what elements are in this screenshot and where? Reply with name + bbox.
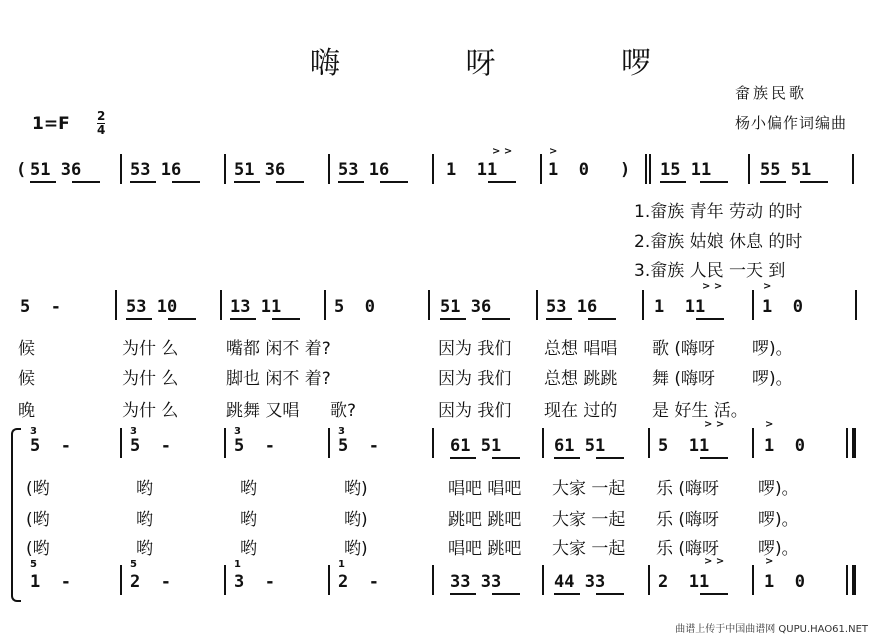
beam (488, 181, 516, 183)
lyric: 哟 (136, 539, 153, 559)
barline (542, 565, 544, 595)
accent-mark: > > (704, 556, 725, 567)
melody-measure: 13 11 (230, 297, 282, 317)
intro-measure: 53 16 (338, 160, 390, 180)
lyric: (哟 (26, 539, 50, 559)
barline (120, 565, 122, 595)
harmony-measure: 2 11 (658, 572, 710, 592)
harmony-measure: 2 - (130, 572, 171, 592)
barline (542, 428, 544, 458)
melody-measure: 51 36 (440, 297, 492, 317)
lyric: 因为 我们 (438, 369, 512, 389)
barline (642, 290, 644, 320)
barline (855, 290, 857, 320)
lyric: 总想 唱唱 (544, 339, 618, 359)
lyric: 啰)。 (758, 510, 799, 530)
accent-mark: > > (492, 146, 513, 157)
page-title: 嗨 呀 啰 (310, 46, 710, 81)
beam (72, 181, 100, 183)
beam (700, 457, 728, 459)
barline (536, 290, 538, 320)
barline (220, 290, 222, 320)
beam (234, 181, 260, 183)
lyric: 嘴都 闲不 着? (226, 339, 331, 359)
beam (546, 318, 572, 320)
melody-measure: 5 - (20, 297, 61, 317)
genre-credit: 畲族民歌 (735, 84, 808, 102)
grace-note: 3 (234, 426, 241, 437)
accent-mark: > > (704, 419, 725, 430)
barline (648, 565, 650, 595)
lyric: 跳吧 跳吧 (448, 510, 522, 530)
beam (30, 181, 56, 183)
beam (172, 181, 200, 183)
barline-double (649, 154, 651, 184)
lyric: 因为 我们 (438, 401, 512, 421)
intro-measure: 1 11 (446, 160, 498, 180)
beam (700, 181, 728, 183)
melody-measure: 5 - (30, 436, 71, 456)
barline (120, 428, 122, 458)
grace-note: 1 (338, 559, 345, 570)
beam (588, 318, 616, 320)
lyric: 歌 (嗨呀 (652, 339, 716, 359)
lyric: 大家 一起 (552, 510, 626, 530)
lyric: 晚 (18, 401, 35, 421)
harmony-measure: 33 33 (450, 572, 502, 592)
lyric: 哟) (344, 510, 368, 530)
beam (380, 181, 408, 183)
barline (852, 154, 854, 184)
lyric: 为什 么 (122, 369, 179, 389)
lyric: 哟 (240, 539, 257, 559)
barline (328, 565, 330, 595)
barline (432, 154, 434, 184)
harmony-measure: 2 - (338, 572, 379, 592)
verse-3-start: 3.畲族 人民 一天 到 (634, 261, 786, 281)
grace-note: 3 (338, 426, 345, 437)
lyric: 为什 么 (122, 401, 179, 421)
barline (328, 154, 330, 184)
accent-mark: > (765, 419, 774, 430)
lyric: 乐 (嗨呀 (656, 539, 720, 559)
intro-measure: 51 36 (234, 160, 286, 180)
beam (800, 181, 828, 183)
melody-measure: 15 11 (660, 160, 712, 180)
beam (492, 593, 520, 595)
verse-2-start: 2.畲族 姑娘 休息 的时 (634, 232, 803, 252)
beam (272, 318, 300, 320)
final-barline (846, 428, 848, 458)
lyric: 脚也 闲不 着? (226, 369, 331, 389)
barline (120, 154, 122, 184)
lyric: 总想 跳跳 (544, 369, 618, 389)
lyric: (哟 (26, 479, 50, 499)
lyric: 唱吧 唱吧 (448, 479, 522, 499)
key-signature: 1=F (32, 114, 70, 134)
lyric: 因为 我们 (438, 339, 512, 359)
barline (324, 290, 326, 320)
barline (540, 154, 542, 184)
barline (648, 428, 650, 458)
barline (428, 290, 430, 320)
lyric: 哟) (344, 539, 368, 559)
verse-1-start: 1.畲族 青年 劳动 的时 (634, 202, 803, 222)
lyric: 哟 (136, 510, 153, 530)
lyric: 候 (18, 369, 35, 389)
lyric: 是 好生 活。 (652, 401, 748, 421)
harmony-measure: 1 0 (764, 572, 805, 592)
lyric: 唱吧 跳吧 (448, 539, 522, 559)
beam (338, 181, 364, 183)
barline (224, 565, 226, 595)
lyric: 啰)。 (752, 339, 793, 359)
beam (596, 457, 624, 459)
grace-note: 3 (30, 426, 37, 437)
barline (752, 565, 754, 595)
beam (230, 318, 256, 320)
author-credit: 杨小偏作词编曲 (735, 114, 848, 132)
intro-measure: 53 16 (130, 160, 182, 180)
beam (492, 457, 520, 459)
intro-measure: 1 0 (548, 160, 589, 180)
melody-measure: 5 0 (334, 297, 375, 317)
grace-note: 1 (234, 559, 241, 570)
grace-note: 5 (130, 559, 137, 570)
lyric: 啰)。 (758, 479, 799, 499)
intro-close-paren: ) (620, 160, 631, 180)
accent-mark: > (765, 556, 774, 567)
melody-measure: 5 - (338, 436, 379, 456)
final-barline (852, 565, 856, 595)
lyric: 哟) (344, 479, 368, 499)
lyric: 哟 (240, 479, 257, 499)
beam (554, 457, 580, 459)
harmony-measure: 44 33 (554, 572, 606, 592)
barline (224, 428, 226, 458)
final-barline (846, 565, 848, 595)
lyric: 乐 (嗨呀 (656, 510, 720, 530)
beam (450, 457, 476, 459)
barline (752, 428, 754, 458)
beam (168, 318, 196, 320)
accent-mark: > (763, 281, 772, 292)
barline (432, 428, 434, 458)
final-barline (852, 428, 856, 458)
melody-measure: 55 51 (760, 160, 812, 180)
barline (328, 428, 330, 458)
melody-measure: 5 - (234, 436, 275, 456)
melody-measure: 5 11 (658, 436, 710, 456)
melody-measure: 5 - (130, 436, 171, 456)
melody-measure: 61 51 (554, 436, 606, 456)
harmony-measure: 1 - (30, 572, 71, 592)
intro-open-paren: ( (16, 160, 27, 180)
barline (432, 565, 434, 595)
lyric: 跳舞 又唱 (226, 401, 300, 421)
lyric: 现在 过的 (544, 401, 618, 421)
lyric: 大家 一起 (552, 479, 626, 499)
beam (126, 318, 152, 320)
beam (696, 318, 724, 320)
melody-measure: 53 10 (126, 297, 178, 317)
lyric: 啰)。 (752, 369, 793, 389)
melody-measure: 61 51 (450, 436, 502, 456)
harmony-measure: 3 - (234, 572, 275, 592)
lyric: 候 (18, 339, 35, 359)
intro-measure: 51 36 (30, 160, 82, 180)
lyric: 大家 一起 (552, 539, 626, 559)
lyric: 哟 (240, 510, 257, 530)
melody-measure: 1 0 (762, 297, 803, 317)
lyric: 舞 (嗨呀 (652, 369, 716, 389)
beam (276, 181, 304, 183)
lyric: 哟 (136, 479, 153, 499)
site-watermark: 曲谱上传于中国曲谱网 QUPU.HAO61.NET (675, 624, 868, 635)
barline (752, 290, 754, 320)
grace-note: 3 (130, 426, 137, 437)
lyric: 乐 (嗨呀 (656, 479, 720, 499)
beam (554, 593, 580, 595)
accent-mark: > (549, 146, 558, 157)
melody-measure: 53 16 (546, 297, 598, 317)
melody-measure: 1 0 (764, 436, 805, 456)
system-bracket (11, 428, 21, 602)
barline (748, 154, 750, 184)
lyric: 为什 么 (122, 339, 179, 359)
beam (596, 593, 624, 595)
beam (440, 318, 466, 320)
barline (224, 154, 226, 184)
grace-note: 5 (30, 559, 37, 570)
beam (130, 181, 156, 183)
barline-double (645, 154, 647, 184)
beam (482, 318, 510, 320)
lyric: 啰)。 (758, 539, 799, 559)
time-signature: $\frac{2}{4}$ (97, 109, 106, 137)
accent-mark: > > (702, 281, 723, 292)
beam (450, 593, 476, 595)
melody-measure: 1 11 (654, 297, 706, 317)
lyric: 歌? (330, 401, 357, 421)
beam (700, 593, 728, 595)
beam (760, 181, 786, 183)
lyric: (哟 (26, 510, 50, 530)
barline (115, 290, 117, 320)
beam (660, 181, 686, 183)
